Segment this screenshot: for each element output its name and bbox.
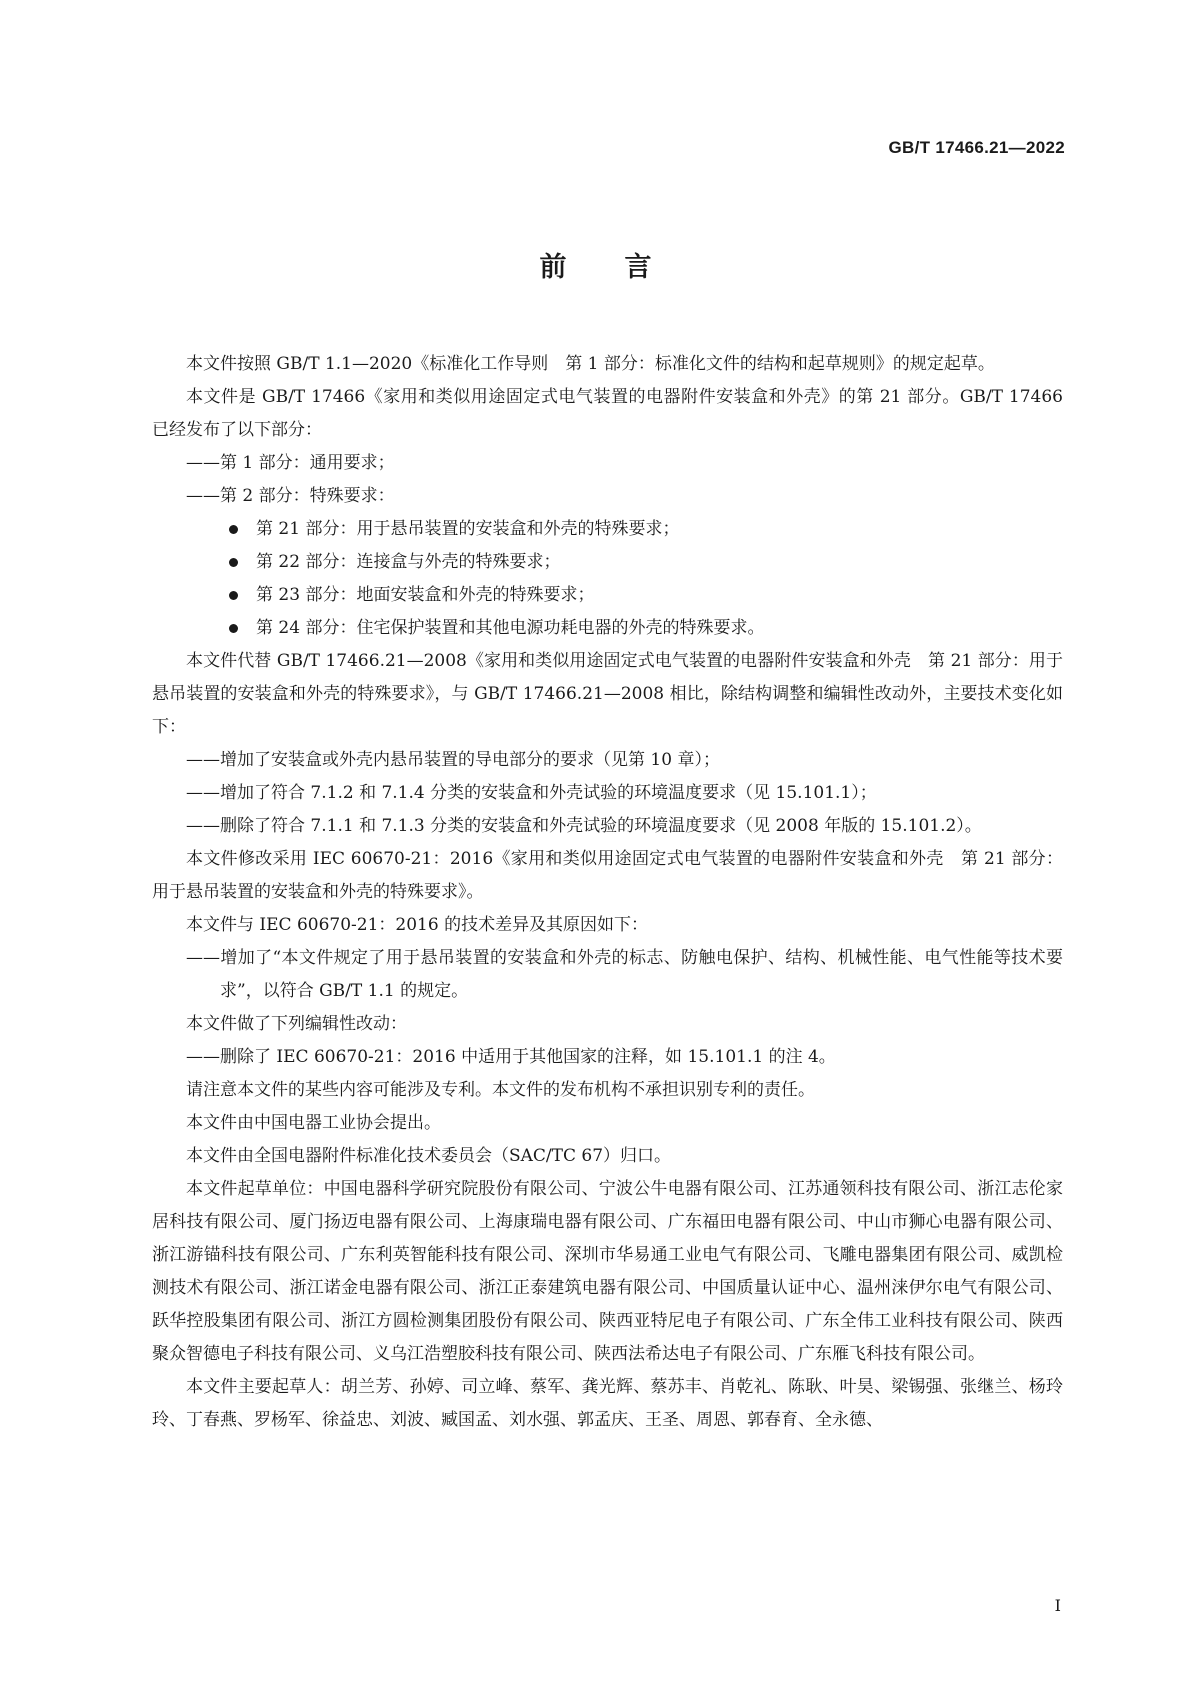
list-item: ——删除了符合 7.1.1 和 7.1.3 分类的安装盒和外壳试验的环境温度要求（见 2008 年版的 15.101.2）。: [186, 816, 982, 836]
standard-code: GB/T 17466.21—2022: [888, 138, 1065, 157]
paragraph: 本文件是 GB/T 17466《家用和类似用途固定式电气装置的电器附件安装盒和外壳》的第 21 部分。GB/T 17466 已经发布了以下部分：: [152, 387, 1063, 440]
bullet-icon: [229, 525, 238, 534]
bullet-text: 第 21 部分：用于悬吊装置的安装盒和外壳的特殊要求；: [256, 519, 680, 539]
page-title: 前言: [539, 252, 710, 283]
list-item: ——删除了 IEC 60670-21：2016 中适用于其他国家的注释，如 15.101.1 的注 4。: [186, 1047, 836, 1067]
paragraph: 本文件起草单位：中国电器科学研究院股份有限公司、宁波公牛电器有限公司、江苏通领科技有限公司、浙江志伦家居科技有限公司、厦门扬迈电器有限公司、上海康瑞电器有限公司、广东福田电器有限公司、中山市狮心电器有限公司、浙江游锚科技有限公司、广东利英智能科技有限公司、深圳市华易通工业电气有限公司、飞雕电器集团有限公司、威凯检测技术有限公司、浙江诺金电器有限公司、浙江正泰建筑电器有限公司、中国质量认证中心、温州涞伊尔电气有限公司、跃华控股集团有限公司、浙江方圆检测集团股份有限公司、陕西亚特尼电子有限公司、广东全伟工业科技有限公司、陕西聚众智德电子科技有限公司、义乌江浩塑胶科技有限公司、陕西法希达电子有限公司、广东雁飞科技有限公司。: [152, 1179, 1063, 1364]
body-text: [152, 348, 1063, 1437]
list-item: ——第 1 部分：通用要求；: [186, 453, 395, 473]
bullet-text: 第 22 部分：连接盒与外壳的特殊要求；: [256, 552, 561, 572]
bullet-item: [152, 546, 1063, 579]
paragraph: 本文件主要起草人：胡兰芳、孙婷、司立峰、蔡军、龚光辉、蔡苏丰、肖乾礼、陈耿、叶昊、梁锡强、张继兰、杨玲玲、丁春燕、罗杨军、徐益忠、刘波、臧国孟、刘水强、郭孟庆、王圣、周恩、郭春育、全永德、: [152, 1377, 1063, 1430]
paragraph: 本文件代替 GB/T 17466.21—2008《家用和类似用途固定式电气装置的电器附件安装盒和外壳 第 21 部分：用于悬吊装置的安装盒和外壳的特殊要求》，与 GB/T 17466.21—2008 相比，除结构调整和编辑性改动外，主要技术变化如下：: [152, 651, 1063, 737]
bullet-icon: [229, 558, 238, 567]
paragraph: 本文件按照 GB/T 1.1—2020《标准化工作导则 第 1 部分：标准化文件的结构和起草规则》的规定起草。: [186, 354, 995, 374]
paragraph: 本文件由中国电器工业协会提出。: [186, 1113, 441, 1133]
list-item: ——第 2 部分：特殊要求：: [186, 486, 395, 506]
bullet-text: 第 23 部分：地面安装盒和外壳的特殊要求；: [256, 585, 595, 605]
paragraph: 请注意本文件的某些内容可能涉及专利。本文件的发布机构不承担识别专利的责任。: [186, 1080, 815, 1100]
paragraph: 本文件与 IEC 60670-21：2016 的技术差异及其原因如下：: [186, 915, 649, 935]
bullet-item: [152, 579, 1063, 612]
bullet-icon: [229, 591, 238, 600]
bullet-text: 第 24 部分：住宅保护装置和其他电源功耗电器的外壳的特殊要求。: [256, 618, 765, 638]
bullet-item: [152, 612, 1063, 645]
list-item: ——增加了符合 7.1.2 和 7.1.4 分类的安装盒和外壳试验的环境温度要求（见 15.101.1）；: [186, 783, 877, 803]
bullet-item: [152, 513, 1063, 546]
paragraph: 本文件由全国电器附件标准化技术委员会（SAC/TC 67）归口。: [186, 1146, 672, 1166]
page-number: I: [1054, 1596, 1061, 1615]
list-item: ——增加了安装盒或外壳内悬吊装置的导电部分的要求（见第 10 章）；: [186, 750, 720, 770]
bullet-icon: [229, 624, 238, 633]
paragraph: 本文件做了下列编辑性改动：: [186, 1014, 407, 1034]
paragraph: 本文件修改采用 IEC 60670-21：2016《家用和类似用途固定式电气装置的电器附件安装盒和外壳 第 21 部分：用于悬吊装置的安装盒和外壳的特殊要求》。: [152, 849, 1063, 902]
list-item: ——增加了“本文件规定了用于悬吊装置的安装盒和外壳的标志、防触电保护、结构、机械性能、电气性能等技术要求”，以符合 GB/T 1.1 的规定。: [186, 948, 1063, 1001]
